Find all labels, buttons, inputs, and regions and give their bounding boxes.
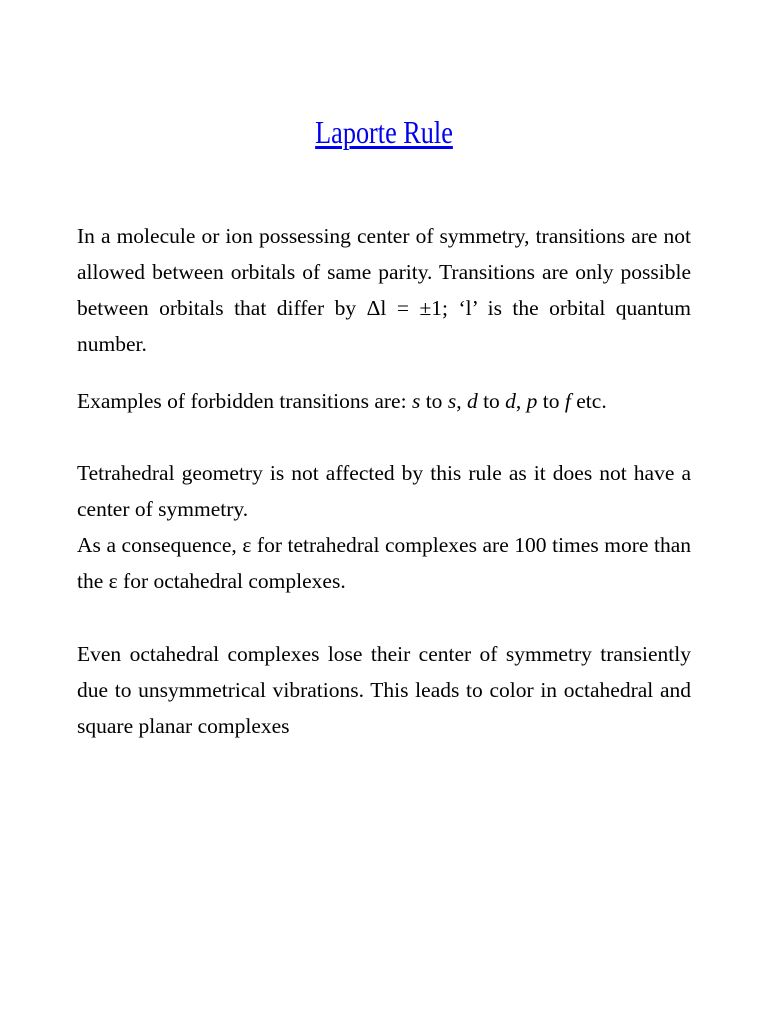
paragraph-tetrahedral: Tetrahedral geometry is not affected by this rule as it does not have a center of symmetry. bbox=[77, 461, 691, 521]
examples-separator: , bbox=[456, 389, 467, 413]
examples-suffix: etc. bbox=[570, 389, 607, 413]
paragraph-examples bbox=[77, 383, 691, 419]
orbital-f: f bbox=[564, 389, 571, 413]
examples-to: to bbox=[420, 389, 448, 413]
paragraph-consequence: As a consequence, ε for tetrahedral complexes are 100 times more than the ε for octahedral complexes. bbox=[77, 533, 691, 593]
orbital-p: p bbox=[526, 389, 538, 413]
paragraph-definition: In a molecule or ion possessing center of symmetry, transitions are not allowed between orbitals of same parity. Transitions are only possible between orbitals that differ by Δl = ±1; ‘l’ is the orbital quantum number. bbox=[77, 224, 691, 356]
orbital-s: s bbox=[411, 389, 421, 413]
orbital-d: d bbox=[466, 389, 478, 413]
examples-to: to bbox=[537, 389, 565, 413]
examples-prefix: Examples of forbidden transitions are: bbox=[77, 389, 412, 413]
page-title: Laporte Rule bbox=[315, 114, 453, 150]
orbital-s: s bbox=[447, 389, 457, 413]
examples-to: to bbox=[477, 389, 506, 413]
paragraph-octahedral: Even octahedral complexes lose their center of symmetry transiently due to unsymmetrical vibrations. This leads to color in octahedral and square planar complexes bbox=[77, 642, 691, 738]
examples-separator: , bbox=[515, 389, 527, 413]
orbital-d: d bbox=[505, 389, 516, 413]
